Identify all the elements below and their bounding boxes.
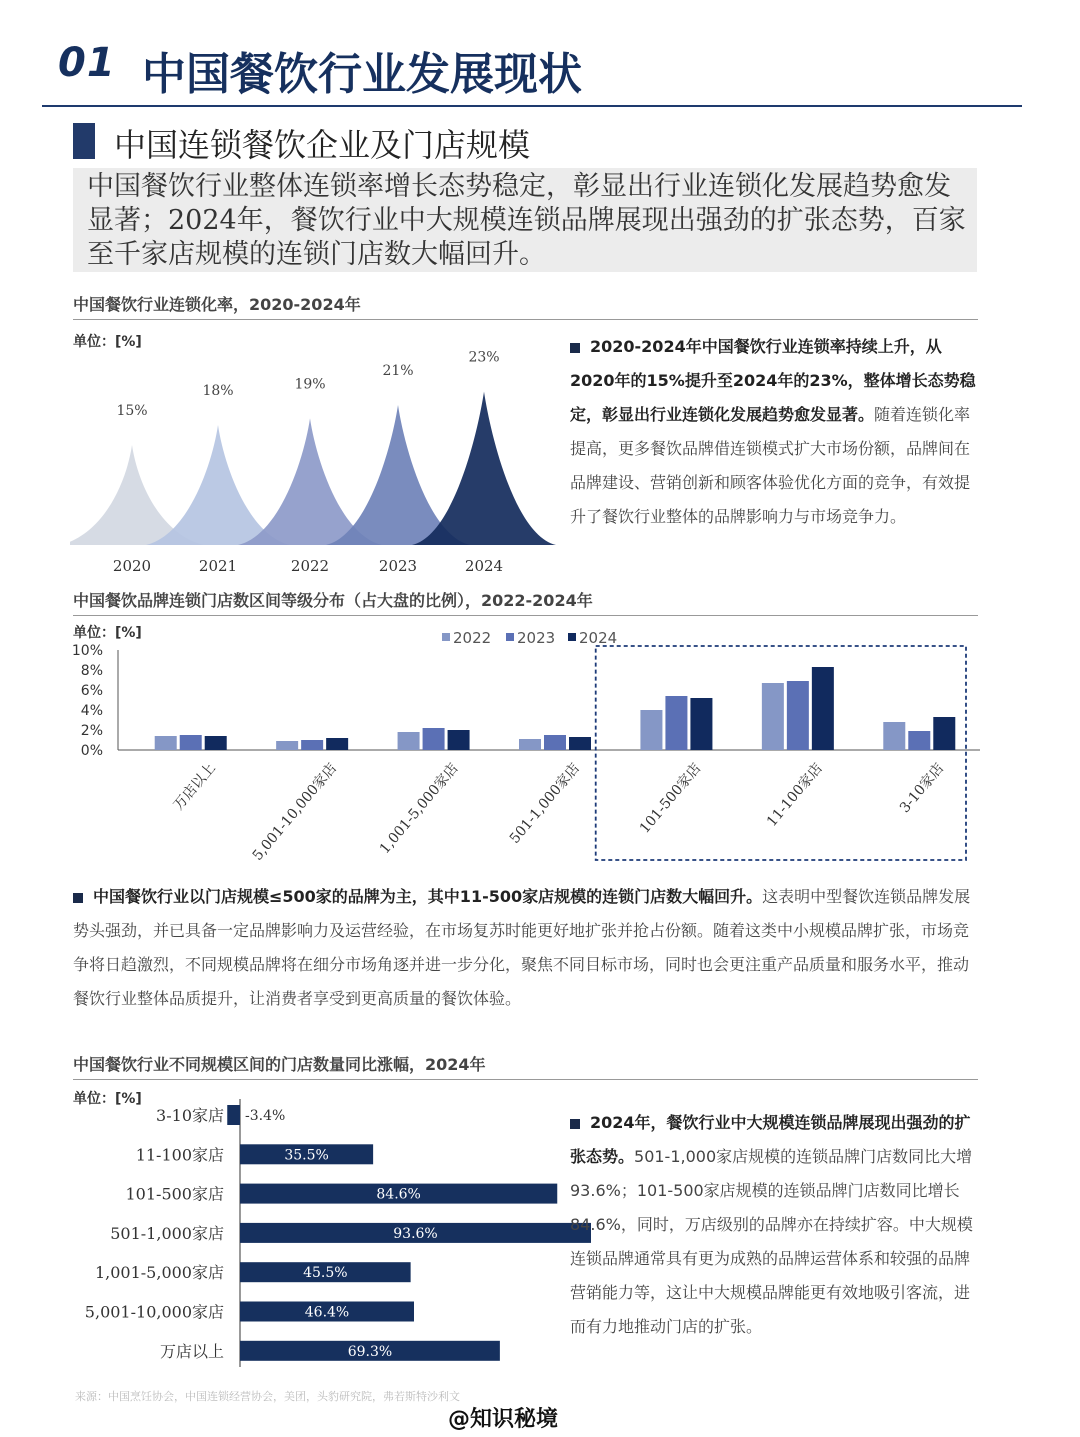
bar-5,001-10,000家店-2023	[301, 740, 323, 750]
middle-bullet-text: 这表明中型餐饮连锁品牌发展势头强劲，并已具备一定品牌影响力及运营经验，在市场复苏时能更好地扩张并抢占份额。随着这类中小规模品牌扩张，市场竞争将日趋激烈，不同规模品牌将在细分市场角逐并进一步分化，聚焦不同目标市场，同时也会更注重产品质量和服务水平，推动餐饮行业整体品质提升，让消费者享受到更高质量的餐饮体验。	[73, 887, 971, 1008]
y-tick-2%: 2%	[80, 723, 103, 739]
x-label-2020: 2020	[112, 557, 152, 575]
legend-swatch-2022	[442, 633, 450, 641]
chart2-unit: 单位：[%]	[73, 625, 142, 641]
value-label-2024: 23%	[468, 349, 500, 366]
chart3-rule	[73, 1079, 978, 1080]
x-label-501-1,000家店: 501-1,000家店	[506, 760, 584, 847]
bar-501-1,000家店-2024	[569, 737, 591, 750]
bar-5,001-10,000家店-2024	[326, 738, 348, 750]
chart1-bullet-text: 随着连锁化率提高，更多餐饮品牌借连锁模式扩大市场份额，品牌间在品牌建设、营销创新和顾客体验优化方面的竞争，有效提升了餐饮行业整体的品牌影响力与市场竞争力。	[570, 405, 971, 526]
chart2-svg	[70, 620, 990, 870]
y-tick-0%: 0%	[80, 743, 103, 759]
section-number: 01	[58, 40, 116, 86]
chart3-unit: 单位：[%]	[73, 1091, 142, 1107]
chart3-svg	[60, 1095, 600, 1375]
summary-text: 中国餐饮行业整体连锁率增长态势稳定，彰显出行业连锁化发展趋势愈发显著；2024年，餐饮行业中大规模连锁品牌展现出强劲的扩张态势，百家至千家店规模的连锁门店数大幅回升。	[87, 171, 966, 270]
chart1-bullet	[570, 330, 982, 534]
legend-label-2024: 2024	[579, 629, 618, 647]
bar-3-10家店	[227, 1105, 240, 1125]
bar-11-100家店-2024	[812, 667, 834, 750]
bullet-square	[73, 893, 83, 903]
middle-bullet	[73, 880, 983, 1016]
x-label-3-10家店: 3-10家店	[896, 760, 948, 817]
header-divider	[42, 105, 1022, 107]
value-label-2023: 21%	[382, 363, 414, 379]
chart2-rule	[73, 615, 978, 616]
x-label-2021: 2021	[198, 557, 238, 575]
value-label-2022: 19%	[294, 376, 326, 393]
bar-101-500家店-2023	[665, 696, 687, 750]
y-label-501-1,000家店: 501-1,000家店	[110, 1223, 224, 1243]
x-label-2024: 2024	[464, 557, 504, 575]
y-label-11-100家店: 11-100家店	[135, 1145, 224, 1165]
section-marker	[73, 123, 95, 159]
bullet-square	[570, 343, 580, 353]
source-note: 来源：中国烹饪协会，中国连锁经营协会，美团，头豹研究院，弗若斯特沙利文	[75, 1390, 460, 1403]
x-label-101-500家店: 101-500家店	[636, 760, 705, 837]
value-label-101-500家店: 84.6%	[376, 1186, 421, 1203]
y-tick-6%: 6%	[80, 683, 103, 699]
middle-bullet-bold: 中国餐饮行业以门店规模≤500家的品牌为主，其中11-500家店规模的连锁门店数大幅回升。	[93, 887, 763, 906]
value-label-2021: 18%	[202, 383, 234, 399]
chart3-bullet-bold: 2024年，餐饮行业中大规模连锁品牌展现出强劲的扩张态势。	[570, 1113, 971, 1166]
x-label-2023: 2023	[378, 557, 418, 575]
x-label-5,001-10,000家店: 5,001-10,000家店	[249, 760, 341, 864]
bar-3-10家店-2022	[883, 722, 905, 750]
bar-101-500家店-2022	[640, 710, 662, 750]
bullet-square	[570, 1119, 580, 1129]
bar-1,001-5,000家店-2023	[423, 728, 445, 750]
x-label-2022: 2022	[290, 557, 330, 575]
value-label-11-100家店: 35.5%	[284, 1147, 329, 1164]
bar-1,001-5,000家店-2024	[448, 730, 470, 750]
chart3-bullet-text: 501-1,000家店规模的连锁品牌门店数同比大增93.6%；101-500家店规模的连锁品牌门店数同比增长84.6%，同时，万店级别的品牌亦在持续扩容。中大规模连锁品牌通常具有更为成熟的品牌运营体系和较强的品牌营销能力等，这让中大规模品牌能更有效地吸引客流，进而有力地推动门店的扩张。	[570, 1147, 973, 1336]
watermark: @知识秘境	[448, 1407, 559, 1432]
chart3-bullet	[570, 1106, 982, 1344]
bar-3-10家店-2024	[933, 717, 955, 750]
chart1-unit: 单位：[%]	[73, 334, 142, 350]
y-tick-8%: 8%	[80, 663, 103, 679]
y-label-5,001-10,000家店: 5,001-10,000家店	[84, 1302, 224, 1322]
value-label-2020: 15%	[116, 403, 148, 419]
bar-501-1,000家店-2023	[544, 735, 566, 750]
y-tick-4%: 4%	[80, 703, 103, 719]
y-label-万店以上: 万店以上	[159, 1341, 224, 1361]
chart2-title: 中国餐饮品牌连锁门店数区间等级分布（占大盘的比例），2022-2024年	[73, 591, 593, 610]
value-label-万店以上: 69.3%	[347, 1343, 393, 1360]
bar-万店以上-2023	[180, 735, 202, 750]
chart3-title: 中国餐饮行业不同规模区间的门店数量同比涨幅，2024年	[73, 1055, 486, 1074]
legend-label-2022: 2022	[453, 629, 492, 647]
y-label-101-500家店: 101-500家店	[125, 1184, 224, 1204]
bar-5,001-10,000家店-2022	[276, 741, 298, 750]
chart1-bullet-bold: 2020-2024年中国餐饮行业连锁率持续上升，从2020年的15%提升至2024年的23%，整体增长态势稳定，彰显出行业连锁化发展趋势愈发显著。	[570, 337, 976, 424]
y-tick-10%: 10%	[71, 643, 103, 659]
y-label-1,001-5,000家店: 1,001-5,000家店	[94, 1263, 224, 1283]
bar-101-500家店-2024	[690, 698, 712, 750]
x-label-1,001-5,000家店: 1,001-5,000家店	[376, 760, 462, 858]
value-label-501-1,000家店: 93.6%	[393, 1225, 438, 1242]
legend-label-2023: 2023	[517, 629, 556, 647]
chart1-svg	[70, 330, 570, 580]
bar-万店以上-2022	[155, 736, 177, 750]
bar-11-100家店-2022	[762, 683, 784, 750]
value-label-5,001-10,000家店: 46.4%	[304, 1304, 350, 1321]
chart1-rule	[73, 319, 978, 320]
bar-501-1,000家店-2022	[519, 739, 541, 750]
chart1-title: 中国餐饮行业连锁化率，2020-2024年	[73, 295, 361, 314]
legend-swatch-2023	[506, 633, 514, 641]
page-title: 中国餐饮行业发展现状	[142, 49, 582, 100]
bar-3-10家店-2023	[908, 731, 930, 750]
value-label-1,001-5,000家店: 45.5%	[303, 1265, 348, 1282]
bar-万店以上-2024	[205, 736, 227, 750]
value-label-3-10家店: -3.4%	[245, 1108, 286, 1124]
bar-1,001-5,000家店-2022	[398, 732, 420, 750]
x-label-万店以上: 万店以上	[170, 760, 219, 814]
section-title: 中国连锁餐饮企业及门店规模	[114, 126, 531, 164]
legend-swatch-2024	[568, 633, 576, 641]
bar-11-100家店-2023	[787, 681, 809, 750]
y-label-3-10家店: 3-10家店	[156, 1106, 224, 1125]
x-label-11-100家店: 11-100家店	[763, 760, 826, 830]
